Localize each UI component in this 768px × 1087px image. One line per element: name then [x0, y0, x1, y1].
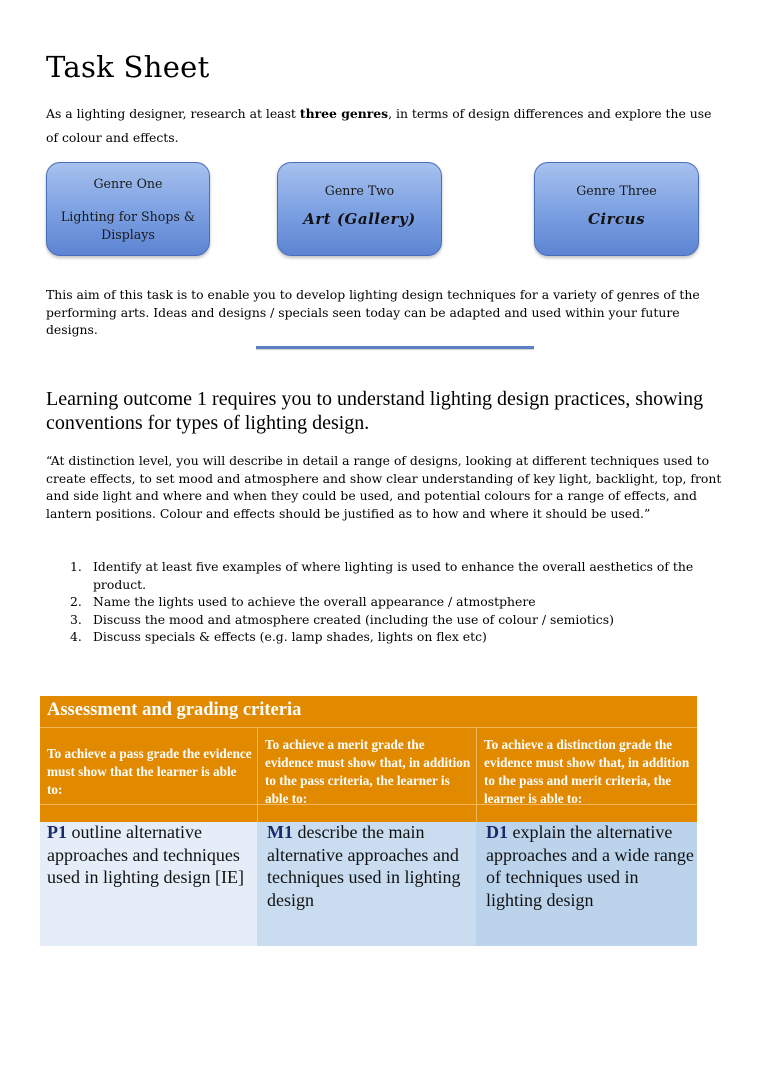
- distinction-quote: “At distinction level, you will describe in detail a range of designs, looking at different techniques used to create effects, to set mood and atmosphere and show clear understanding of key light, backlight, top, front and side light and where and when they could be used, and potential colours for a range of effects, and lantern positions. Colour and effects should be justified as to how and where it should be used.”: [46, 453, 722, 521]
- genre-three-label: Genre Three: [576, 183, 657, 198]
- merit-header: To achieve a merit grade the evidence must show that, in addition to the pass criteria, the learner is able to:: [265, 737, 471, 806]
- intro-bold: three genres: [299, 106, 389, 121]
- assessment-header: [40, 696, 697, 822]
- merit-criteria: describe the main alternative approaches and techniques used in lighting design: [267, 822, 461, 910]
- genre-three-name: Circus: [587, 210, 646, 228]
- divider: [256, 346, 534, 349]
- list-number: 1.: [70, 559, 82, 574]
- list-item: [70, 611, 730, 629]
- list-number: 2.: [70, 594, 82, 609]
- intro-paragraph: [46, 102, 726, 150]
- pass-criteria: outline alternative approaches and techniques used in lighting design [IE]: [47, 822, 244, 887]
- intro-text-start: As a lighting designer, research at least: [46, 106, 300, 121]
- genre-two-box: [277, 162, 442, 256]
- genre-one-label: Genre One: [93, 176, 163, 191]
- learning-outcome-heading: Learning outcome 1 requires you to understand lighting design practices, showing conventions for types of lighting design.: [46, 388, 704, 434]
- list-text: Identify at least five examples of where lighting is used to enhance the overall aesthetics of the product.: [93, 559, 694, 592]
- page-title: Task Sheet: [46, 50, 210, 84]
- pass-code: P1: [47, 822, 67, 842]
- genre-one-name: Lighting for Shops & Displays: [60, 209, 196, 242]
- header-gridline: [257, 727, 258, 822]
- list-text: Name the lights used to achieve the overall appearance / atmostphere: [93, 594, 536, 609]
- list-text: Discuss specials & effects (e.g. lamp shades, lights on flex etc): [93, 629, 487, 644]
- distinction-code: D1: [486, 822, 508, 842]
- assessment-title: Assessment and grading criteria: [47, 700, 302, 720]
- merit-cell: [257, 822, 476, 946]
- genre-one-box: [46, 162, 210, 256]
- list-text: Discuss the mood and atmosphere created (including the use of colour / semiotics): [93, 611, 614, 627]
- header-gridline: [476, 727, 477, 822]
- list-number: 3.: [70, 611, 82, 627]
- list-item: [70, 593, 730, 611]
- list-item: [70, 628, 730, 646]
- list-number: 4.: [70, 629, 82, 644]
- pass-cell: [40, 822, 257, 946]
- genre-three-box: [534, 162, 699, 256]
- genre-two-name: Art (Gallery): [303, 210, 416, 228]
- list-item: [70, 558, 730, 593]
- aim-paragraph: This aim of this task is to enable you to develop lighting design techniques for a variety of genres of the performing arts. Ideas and designs / specials seen today can be adapted and used within your future designs.: [46, 287, 700, 337]
- distinction-cell: [476, 822, 697, 946]
- genre-two-label: Genre Two: [324, 183, 395, 198]
- task-list: [70, 558, 730, 646]
- distinction-header: To achieve a distinction grade the evidence must show that, in addition to the pass and merit criteria, the learner is able to:: [484, 737, 690, 806]
- intro-text-end: , in terms of design differences and explore the use of colour and effects.: [46, 106, 712, 145]
- distinction-criteria: explain the alternative approaches and a wide range of techniques used in lighting design: [486, 822, 694, 910]
- merit-code: M1: [267, 822, 293, 842]
- pass-header: To achieve a pass grade the evidence must show that the learner is able to:: [47, 746, 252, 797]
- header-gridline: [40, 727, 697, 728]
- assessment-table: [40, 696, 697, 946]
